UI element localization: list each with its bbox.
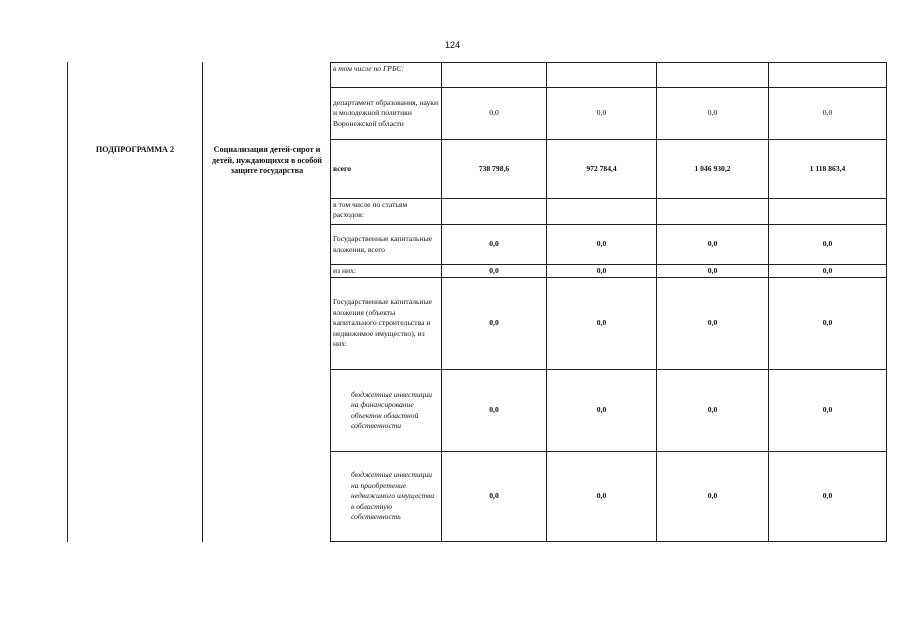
row-label <box>330 264 442 278</box>
value-cell <box>546 198 657 225</box>
value-cell: 0,0 <box>546 224 657 265</box>
value-cell: 0,0 <box>656 451 769 542</box>
value-cell: 0,0 <box>441 277 547 370</box>
row-label-text: Государственные капитальные вложения, всего <box>333 234 433 254</box>
value-cell: 0,0 <box>441 224 547 265</box>
value-cell: 0,0 <box>768 369 887 452</box>
row-label-text: в том числе по ГРБС: <box>333 64 405 73</box>
page-number: 124 <box>444 40 461 50</box>
value-cell: 0,0 <box>768 451 887 542</box>
value-cell: 1 118 863,4 <box>768 139 887 199</box>
value-cell: 0,0 <box>441 369 547 452</box>
value-cell: 0,0 <box>441 87 547 140</box>
value-cell <box>656 198 769 225</box>
row-label <box>330 224 442 265</box>
row-label <box>330 87 442 140</box>
value-cell: 738 798,6 <box>441 139 547 199</box>
row-label-text: бюджетные инвестиции на финансирование объектов областной собственности <box>351 389 433 430</box>
row-label-text: из них: <box>333 265 356 275</box>
row-label <box>330 369 442 452</box>
row-label <box>330 451 442 542</box>
value-cell: 1 046 930,2 <box>656 139 769 199</box>
row-label-text: департамент образования, науки и молодежной политики Воронежской области <box>333 97 439 128</box>
value-cell: 0,0 <box>656 369 769 452</box>
row-label <box>330 277 442 370</box>
row-label <box>330 139 442 199</box>
value-cell: 0,0 <box>768 264 887 278</box>
row-label-text: Государственные капитальные вложения (объекты капитального строительства и недвижимое имущество), из них: <box>333 297 433 349</box>
value-cell <box>546 62 657 88</box>
value-cell: 0,0 <box>441 451 547 542</box>
value-cell: 0,0 <box>656 224 769 265</box>
value-cell: 0,0 <box>768 277 887 370</box>
row-label <box>330 198 442 225</box>
value-cell: 0,0 <box>546 87 657 140</box>
value-cell <box>768 198 887 225</box>
value-cell: 0,0 <box>546 369 657 452</box>
value-cell: 0,0 <box>656 277 769 370</box>
value-cell: 0,0 <box>546 277 657 370</box>
row-label-text: бюджетные инвестиции на приобретение недвижимого имущества в областную собственность <box>351 470 435 522</box>
value-cell <box>656 62 769 88</box>
value-cell: 0,0 <box>656 264 769 278</box>
value-cell <box>768 62 887 88</box>
value-cell: 0,0 <box>546 451 657 542</box>
row-label-text: в том числе по статьям расходов: <box>333 200 408 220</box>
value-cell: 0,0 <box>768 224 887 265</box>
table-left-border <box>67 62 68 542</box>
table-column-divider <box>202 62 203 542</box>
value-cell <box>441 198 547 225</box>
row-label-text: всего <box>333 163 352 173</box>
value-cell: 0,0 <box>441 264 547 278</box>
value-cell: 0,0 <box>768 87 887 140</box>
value-cell: 0,0 <box>656 87 769 140</box>
subprogram-label: ПОДПРОГРАММА 2 <box>95 145 175 154</box>
subprogram-name: Социализация детей-сирот и детей, нуждающихся в особой защите государства <box>211 145 323 175</box>
row-label <box>330 62 442 88</box>
value-cell <box>441 62 547 88</box>
value-cell: 972 784,4 <box>546 139 657 199</box>
value-cell: 0,0 <box>546 264 657 278</box>
